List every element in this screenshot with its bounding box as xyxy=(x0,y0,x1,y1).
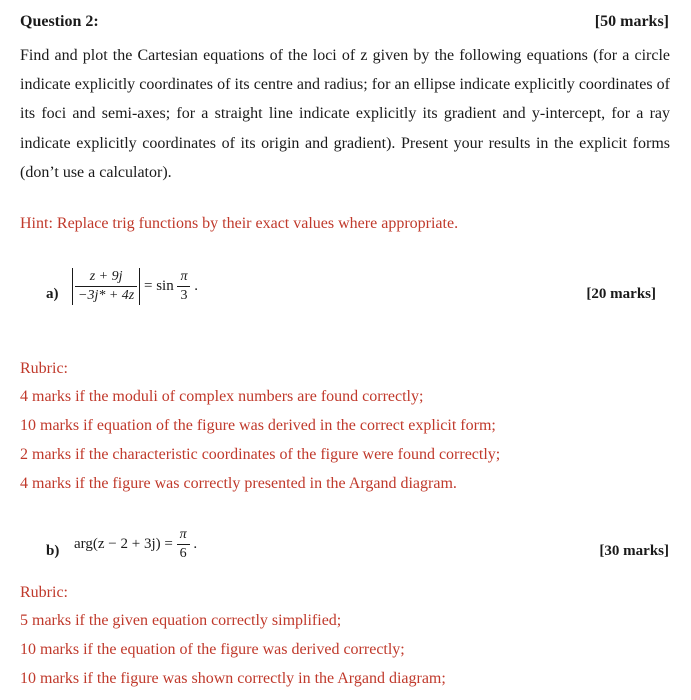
part-a-rhs-num: π xyxy=(177,268,190,287)
part-a-marks: [20 marks] xyxy=(586,286,656,302)
part-b-period: . xyxy=(193,536,198,552)
part-a-rubric-item: 2 marks if the characteristic coordinates of the figure were found correctly; xyxy=(20,446,501,463)
part-a-equation xyxy=(72,268,198,305)
part-b-rubric-item: 5 marks if the given equation correctly simplified; xyxy=(20,612,342,629)
part-a-rubric-item: 10 marks if equation of the figure was derived in the correct explicit form; xyxy=(20,417,496,434)
question-marks: [50 marks] xyxy=(594,13,669,30)
part-a-label: a) xyxy=(46,286,59,302)
part-a-rubric-item: 4 marks if the figure was correctly presented in the Argand diagram. xyxy=(20,475,457,492)
part-a-rhs-prefix: = sin xyxy=(143,278,174,294)
part-b-rubric-title: Rubric: xyxy=(20,584,68,601)
part-b-rhs-num: π xyxy=(177,526,190,545)
part-a-numerator: z + 9j xyxy=(75,268,137,287)
part-a-rubric-item: 4 marks if the moduli of complex numbers are found correctly; xyxy=(20,388,424,405)
part-b-lhs: arg(z − 2 + 3j) = xyxy=(74,536,173,552)
part-b-label: b) xyxy=(46,543,60,559)
part-b-rhs-fraction xyxy=(177,526,190,563)
part-b-rubric-item: 10 marks if the figure was shown correctly in the Argand diagram; xyxy=(20,670,446,687)
question-intro: Find and plot the Cartesian equations of the loci of z given by the following equations (for a circle indicate explicitly coordinates of its centre and radius; for an ellipse indicate explicitly coordinates of its foci and semi-axes; for a straight line indicate explicitly its gradient and y-intercept, for a ray indicate explicitly coordinates of its origin and gradient). Present your results in the explicit forms (don’t use a calculator). xyxy=(20,47,670,181)
part-b-rubric-item: 10 marks if the equation of the figure was derived correctly; xyxy=(20,641,405,658)
part-b-equation xyxy=(74,526,197,563)
part-a-fraction xyxy=(75,268,137,305)
hint-text: Hint: Replace trig functions by their exact values where appropriate. xyxy=(20,215,459,232)
part-b-rhs-den: 6 xyxy=(179,546,187,561)
part-a-rhs-fraction xyxy=(177,268,190,305)
part-a-rubric-title: Rubric: xyxy=(20,360,68,377)
part-b-marks: [30 marks] xyxy=(599,543,669,559)
part-a-rhs-den: 3 xyxy=(180,288,188,303)
part-a-period: . xyxy=(194,278,198,294)
part-a-denominator: −3j* + 4z xyxy=(78,288,135,303)
question-title: Question 2: xyxy=(20,13,99,30)
modulus-bars xyxy=(72,268,140,305)
